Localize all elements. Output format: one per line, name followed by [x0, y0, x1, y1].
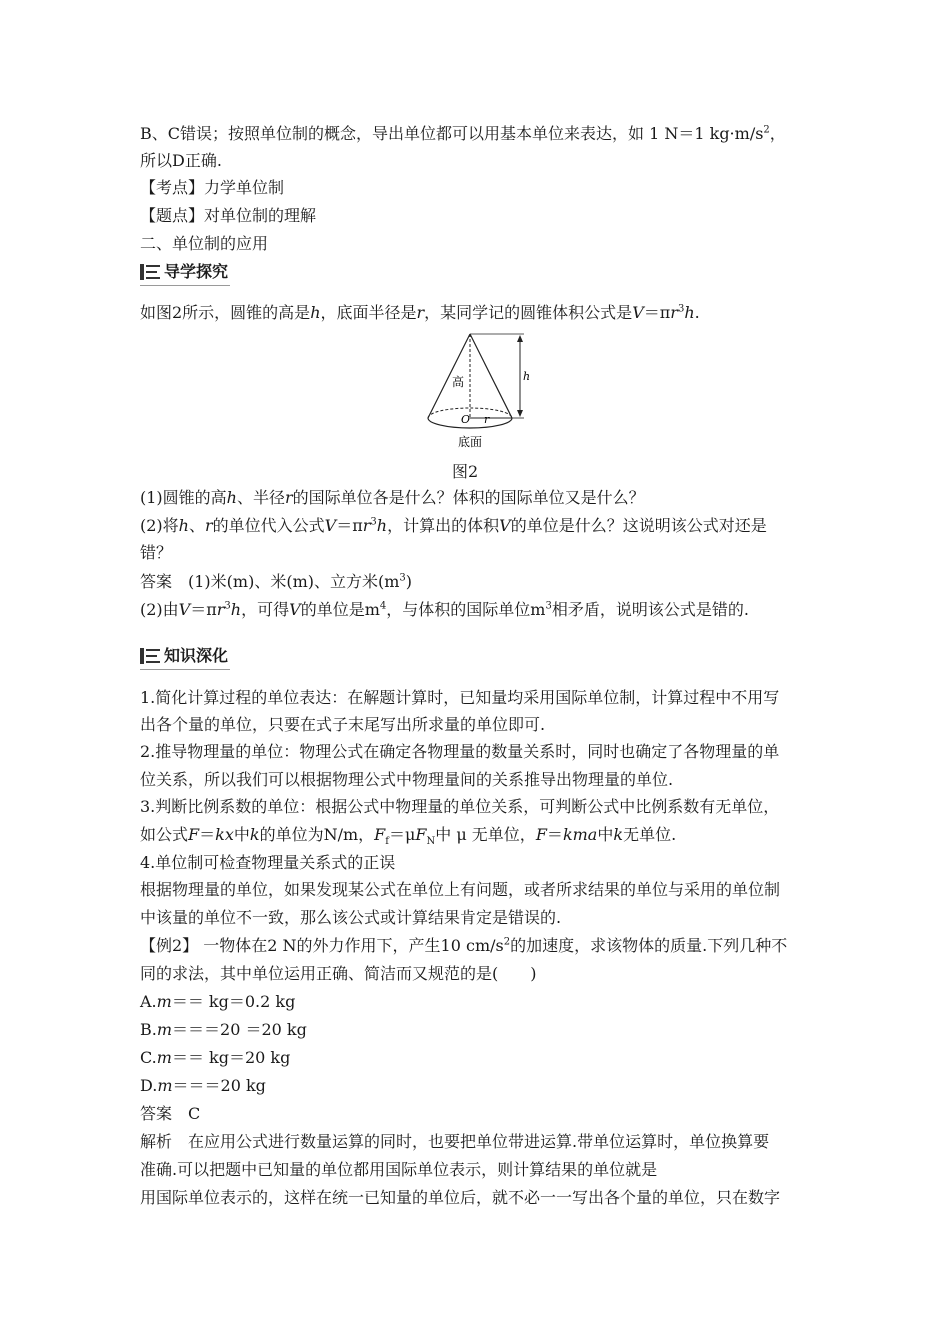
- topic-label: 【考点】力学单位制: [140, 178, 285, 197]
- list-icon: [146, 649, 160, 663]
- explanation-cont: 准确.可以把题中已知量的单位都用国际单位表示，则计算结果的单位就是: [140, 1160, 658, 1179]
- section-header-guide: [140, 260, 230, 284]
- center-label: O: [461, 413, 471, 426]
- question-2: (2)将h、r的单位代入公式$V=\pi r^3h$，计算出的体积V的单位是什么？这说明该公式对还是: [140, 516, 767, 535]
- option-b: B.m＝＝＝20 ＝20 kg: [140, 1020, 307, 1039]
- h-label: h: [523, 370, 531, 383]
- section-header-deepen: [140, 644, 230, 668]
- figure-caption: 图2: [452, 462, 479, 481]
- subtopic-label: 【题点】对单位制的理解: [140, 206, 317, 225]
- question-2-cont: 错？: [140, 543, 173, 562]
- section-underline: [140, 669, 230, 670]
- text-line: 所以D正确.: [140, 151, 222, 170]
- explanation: 解析 在应用公式进行数量运算的同时，也要把单位带进运算.带单位运算时，单位换算要: [140, 1132, 770, 1151]
- point-4: 4.单位制可检查物理量关系式的正误: [140, 853, 396, 872]
- point-4-body-cont: 中该量的单位不一致，那么该公式或计算结果肯定是错误的.: [140, 908, 562, 927]
- point-2: 2.推导物理量的单位：物理公式在确定各物理量的数量关系时，同时也确定了各物理量的单: [140, 742, 780, 761]
- option-d: D.m＝＝＝20 kg: [140, 1076, 266, 1095]
- point-3-cont: 如公式F＝kx中k的单位为N/m，$F_f=\mu F_N$中 μ 无单位，F＝kma中k无单位.: [140, 825, 677, 848]
- example-answer: 答案 C: [140, 1104, 201, 1123]
- cone-figure: [420, 330, 540, 458]
- list-icon: [146, 265, 160, 279]
- point-3: 3.判断比例系数的单位：根据公式中物理量的单位关系，可判断公式中比例系数有无单位，: [140, 797, 780, 816]
- radius-label: r: [484, 413, 490, 426]
- point-1: 1.简化计算过程的单位表达：在解题计算时，已知量均采用国际单位制，计算过程中不用写: [140, 688, 780, 707]
- point-2-cont: 位关系，所以我们可以根据物理公式中物理量间的关系推导出物理量的单位.: [140, 770, 674, 789]
- point-4-body: 根据物理量的单位，如果发现某公式在单位上有问题，或者所求结果的单位与采用的单位制: [140, 880, 781, 899]
- option-c: C.m＝＝ kg＝20 kg: [140, 1048, 291, 1067]
- section-underline: [140, 285, 230, 286]
- section-heading: 二、单位制的应用: [140, 234, 269, 253]
- section-bar: [140, 264, 144, 280]
- example-question-cont: 同的求法，其中单位运用正确、简洁而又规范的是( ): [140, 964, 537, 983]
- point-1-cont: 出各个量的单位，只要在式子末尾写出所求量的单位即可.: [140, 715, 546, 734]
- text-line: B、C错误；按照单位制的概念，导出单位都可以用基本单位来表达，如 1 N＝1 $kg\cdot m/s^2$，: [140, 124, 786, 143]
- explanation-cont: 用国际单位表示的，这样在统一已知量的单位后，就不必一一写出各个量的单位，只在数字: [140, 1188, 781, 1207]
- section-bar: [140, 648, 144, 664]
- question-1: (1)圆锥的高h、半径r的国际单位各是什么？体积的国际单位又是什么？: [140, 488, 645, 507]
- section-title: 导学探究: [164, 262, 229, 281]
- example-question: 【例2】 一物体在2 N的外力作用下，产生10 $cm/s^2$的加速度，求该物体的质量.下列几种不: [140, 936, 788, 955]
- answer-2: (2)由$V=\pi r^3h$，可得V的单位是$m^4$，与体积的国际单位$m^3$相矛盾，说明该公式是错的.: [140, 600, 749, 619]
- answer-1: 答案 (1)米(m)、米(m)、立方米$(m^3)$: [140, 572, 413, 591]
- option-a: A.m＝＝ kg＝0.2 kg: [140, 992, 296, 1011]
- question-intro: 如图2所示，圆锥的高是h，底面半径是r，某同学记的圆锥体积公式是$V=\pi r^3h$.: [140, 303, 700, 322]
- height-label: 高: [452, 375, 465, 389]
- section-title: 知识深化: [164, 646, 229, 665]
- base-label: 底面: [458, 435, 483, 449]
